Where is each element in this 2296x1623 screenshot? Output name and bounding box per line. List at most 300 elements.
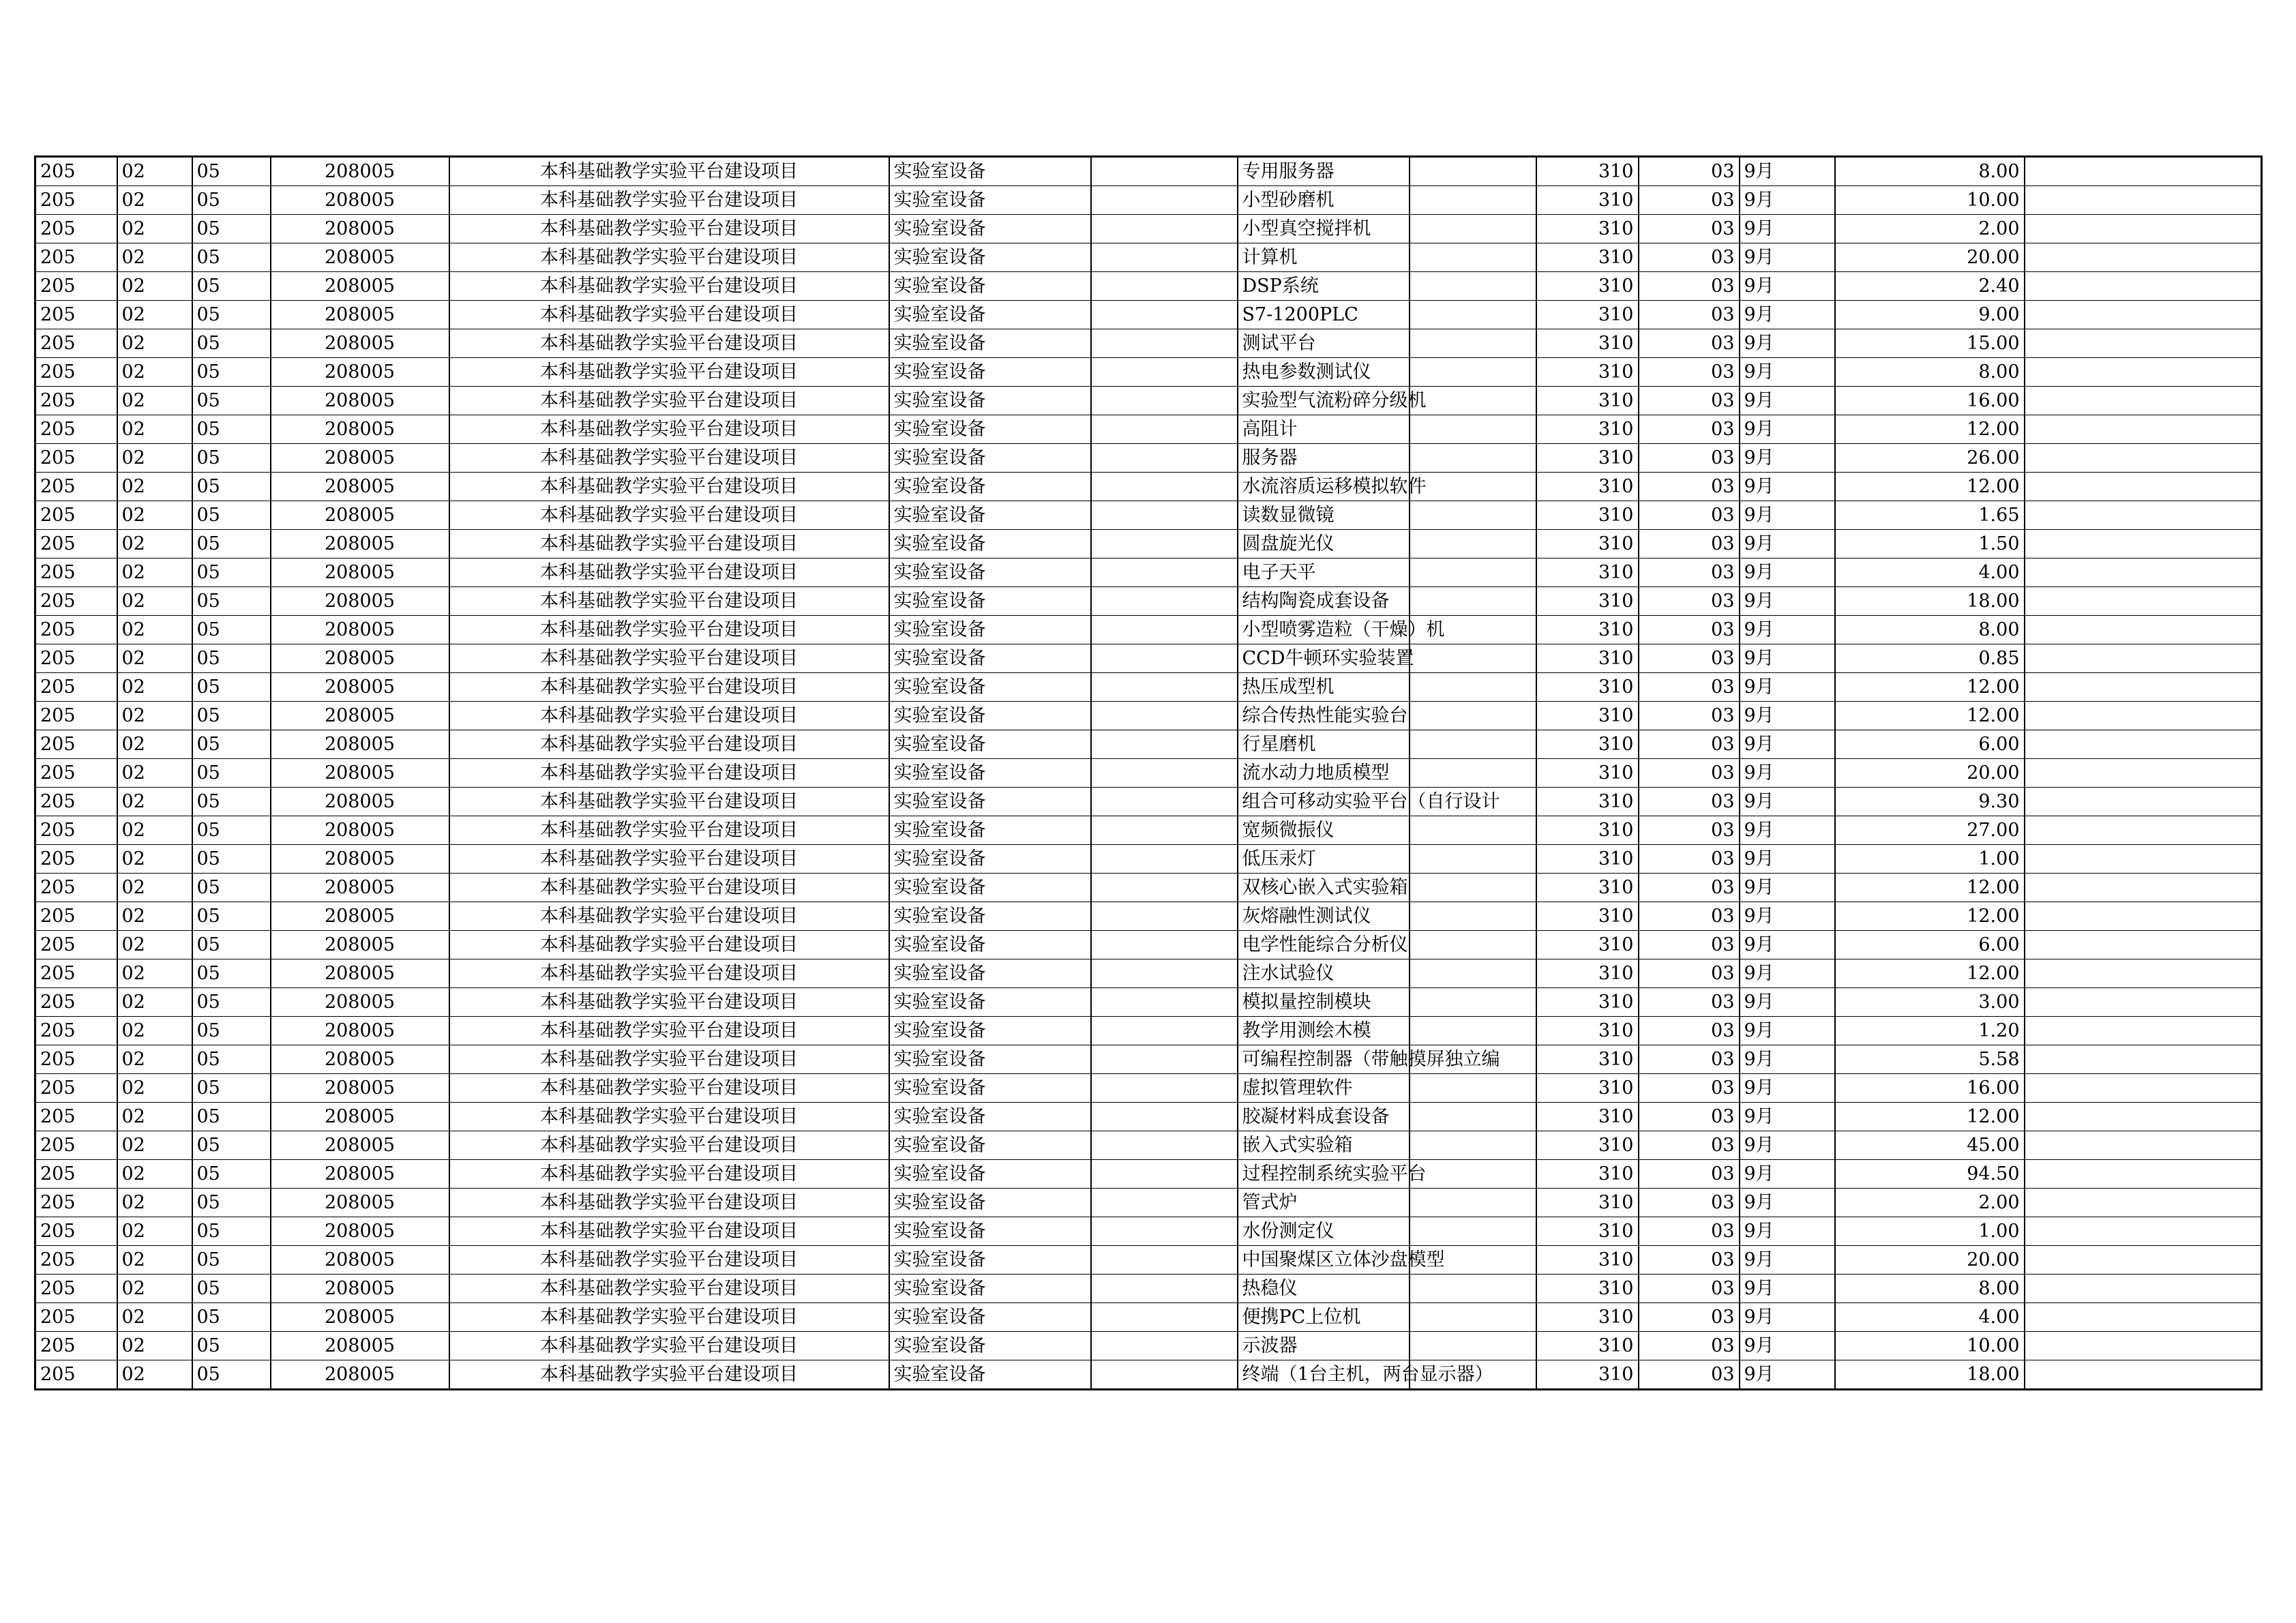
cell-unit-code: 208005 xyxy=(271,902,449,931)
table-row xyxy=(35,387,2262,415)
cell-unit-code: 208005 xyxy=(271,988,449,1017)
cell-blank xyxy=(1091,329,1238,358)
cell-note xyxy=(2025,587,2262,616)
cell-econ-code: 310 xyxy=(1536,616,1639,644)
cell-item-name xyxy=(1238,1103,1536,1131)
table-row xyxy=(35,559,2262,587)
cell-function-item: 05 xyxy=(192,644,271,673)
cell-unit-code: 208005 xyxy=(271,931,449,959)
cell-function-class: 205 xyxy=(35,1103,117,1131)
cell-econ-sub: 03 xyxy=(1639,243,1740,272)
cell-divider xyxy=(1409,673,1410,701)
cell-function-item: 05 xyxy=(192,444,271,473)
cell-function-section: 02 xyxy=(117,186,192,215)
item-name-text: 流水动力地质模型 xyxy=(1242,762,1390,784)
cell-note xyxy=(2025,358,2262,387)
cell-function-section: 02 xyxy=(117,759,192,788)
cell-function-class: 205 xyxy=(35,530,117,559)
cell-econ-code: 310 xyxy=(1536,874,1639,902)
cell-unit-code: 208005 xyxy=(271,1332,449,1360)
cell-econ-sub: 03 xyxy=(1639,874,1740,902)
cell-blank xyxy=(1091,673,1238,702)
cell-function-section: 02 xyxy=(117,530,192,559)
cell-econ-sub: 03 xyxy=(1639,644,1740,673)
cell-project-name: 本科基础教学实验平台建设项目 xyxy=(449,788,889,816)
cell-project-name: 本科基础教学实验平台建设项目 xyxy=(449,1360,889,1390)
cell-econ-sub: 03 xyxy=(1639,702,1740,730)
cell-item-name xyxy=(1238,559,1536,587)
cell-blank xyxy=(1091,473,1238,501)
cell-note xyxy=(2025,1160,2262,1189)
cell-amount: 2.40 xyxy=(1835,272,2025,301)
cell-amount: 12.00 xyxy=(1835,415,2025,444)
cell-category: 实验室设备 xyxy=(889,358,1091,387)
cell-note xyxy=(2025,644,2262,673)
cell-note xyxy=(2025,501,2262,530)
cell-item-name xyxy=(1238,387,1536,415)
cell-econ-code: 310 xyxy=(1536,988,1639,1017)
cell-note xyxy=(2025,473,2262,501)
item-name-text: 电子天平 xyxy=(1242,562,1316,583)
item-name-text: 水份测定仪 xyxy=(1242,1221,1335,1242)
cell-note xyxy=(2025,1217,2262,1246)
cell-blank xyxy=(1091,444,1238,473)
cell-project-name: 本科基础教学实验平台建设项目 xyxy=(449,874,889,902)
cell-project-name: 本科基础教学实验平台建设项目 xyxy=(449,1160,889,1189)
cell-note xyxy=(2025,988,2262,1017)
cell-amount: 16.00 xyxy=(1835,1074,2025,1103)
cell-month: 9月 xyxy=(1740,730,1835,759)
cell-econ-sub: 03 xyxy=(1639,215,1740,243)
cell-econ-sub: 03 xyxy=(1639,444,1740,473)
cell-econ-sub: 03 xyxy=(1639,1103,1740,1131)
cell-month: 9月 xyxy=(1740,1017,1835,1045)
cell-project-name: 本科基础教学实验平台建设项目 xyxy=(449,988,889,1017)
cell-unit-code: 208005 xyxy=(271,358,449,387)
cell-unit-code: 208005 xyxy=(271,730,449,759)
cell-blank xyxy=(1091,644,1238,673)
cell-function-class: 205 xyxy=(35,788,117,816)
cell-category: 实验室设备 xyxy=(889,816,1091,845)
cell-function-section: 02 xyxy=(117,702,192,730)
cell-note xyxy=(2025,186,2262,215)
cell-function-section: 02 xyxy=(117,730,192,759)
cell-amount: 15.00 xyxy=(1835,329,2025,358)
cell-function-class: 205 xyxy=(35,1246,117,1275)
cell-item-name xyxy=(1238,301,1536,329)
cell-project-name: 本科基础教学实验平台建设项目 xyxy=(449,959,889,988)
cell-unit-code: 208005 xyxy=(271,1189,449,1217)
cell-category: 实验室设备 xyxy=(889,616,1091,644)
cell-divider xyxy=(1409,186,1410,214)
cell-category: 实验室设备 xyxy=(889,1189,1091,1217)
cell-item-name xyxy=(1238,702,1536,730)
item-name-text: 宽频微振仪 xyxy=(1242,820,1335,841)
item-name-text: 读数显微镜 xyxy=(1242,505,1335,526)
item-name-text: 过程控制系统实验平台 xyxy=(1242,1163,1427,1185)
cell-econ-sub: 03 xyxy=(1639,530,1740,559)
cell-month: 9月 xyxy=(1740,444,1835,473)
cell-blank xyxy=(1091,874,1238,902)
cell-note xyxy=(2025,874,2262,902)
cell-function-section: 02 xyxy=(117,816,192,845)
table-row xyxy=(35,1189,2262,1217)
cell-function-section: 02 xyxy=(117,616,192,644)
cell-econ-code: 310 xyxy=(1536,157,1639,186)
cell-note xyxy=(2025,931,2262,959)
cell-category: 实验室设备 xyxy=(889,1074,1091,1103)
cell-econ-sub: 03 xyxy=(1639,988,1740,1017)
cell-econ-code: 310 xyxy=(1536,644,1639,673)
cell-econ-sub: 03 xyxy=(1639,415,1740,444)
cell-blank xyxy=(1091,387,1238,415)
cell-econ-code: 310 xyxy=(1536,559,1639,587)
cell-divider xyxy=(1409,1332,1410,1360)
item-name-text: 结构陶瓷成套设备 xyxy=(1242,591,1390,612)
cell-econ-sub: 03 xyxy=(1639,1131,1740,1160)
cell-function-item: 05 xyxy=(192,788,271,816)
cell-function-class: 205 xyxy=(35,759,117,788)
cell-item-name xyxy=(1238,530,1536,559)
cell-divider xyxy=(1409,1017,1410,1045)
cell-blank xyxy=(1091,243,1238,272)
cell-item-name xyxy=(1238,730,1536,759)
cell-note xyxy=(2025,1246,2262,1275)
cell-unit-code: 208005 xyxy=(271,788,449,816)
cell-function-class: 205 xyxy=(35,501,117,530)
cell-project-name: 本科基础教学实验平台建设项目 xyxy=(449,1246,889,1275)
cell-function-item: 05 xyxy=(192,616,271,644)
cell-category: 实验室设备 xyxy=(889,530,1091,559)
cell-function-item: 05 xyxy=(192,387,271,415)
cell-function-item: 05 xyxy=(192,1045,271,1074)
cell-blank xyxy=(1091,902,1238,931)
cell-note xyxy=(2025,616,2262,644)
cell-month: 9月 xyxy=(1740,415,1835,444)
cell-item-name xyxy=(1238,1217,1536,1246)
cell-unit-code: 208005 xyxy=(271,1131,449,1160)
cell-econ-sub: 03 xyxy=(1639,186,1740,215)
cell-econ-sub: 03 xyxy=(1639,902,1740,931)
cell-function-item: 05 xyxy=(192,1017,271,1045)
cell-unit-code: 208005 xyxy=(271,845,449,874)
cell-econ-code: 310 xyxy=(1536,788,1639,816)
cell-item-name xyxy=(1238,329,1536,358)
cell-econ-code: 310 xyxy=(1536,501,1639,530)
cell-econ-code: 310 xyxy=(1536,387,1639,415)
cell-category: 实验室设备 xyxy=(889,186,1091,215)
cell-unit-code: 208005 xyxy=(271,1217,449,1246)
cell-function-class: 205 xyxy=(35,988,117,1017)
cell-function-section: 02 xyxy=(117,988,192,1017)
cell-divider xyxy=(1409,959,1410,987)
cell-amount: 5.58 xyxy=(1835,1045,2025,1074)
item-name-text: 示波器 xyxy=(1242,1335,1298,1356)
cell-function-class: 205 xyxy=(35,157,117,186)
table-row xyxy=(35,1074,2262,1103)
item-name-text: S7-1200PLC xyxy=(1242,304,1358,325)
cell-divider xyxy=(1409,1103,1410,1131)
cell-project-name: 本科基础教学实验平台建设项目 xyxy=(449,616,889,644)
cell-function-item: 05 xyxy=(192,1131,271,1160)
cell-month: 9月 xyxy=(1740,1303,1835,1332)
cell-amount: 12.00 xyxy=(1835,473,2025,501)
cell-item-name xyxy=(1238,759,1536,788)
cell-category: 实验室设备 xyxy=(889,730,1091,759)
cell-econ-sub: 03 xyxy=(1639,1017,1740,1045)
cell-blank xyxy=(1091,530,1238,559)
budget-table-body xyxy=(35,157,2262,1390)
cell-divider xyxy=(1409,730,1410,758)
cell-function-class: 205 xyxy=(35,816,117,845)
cell-unit-code: 208005 xyxy=(271,1074,449,1103)
cell-month: 9月 xyxy=(1740,931,1835,959)
table-row xyxy=(35,272,2262,301)
cell-function-item: 05 xyxy=(192,1360,271,1390)
cell-unit-code: 208005 xyxy=(271,1160,449,1189)
cell-function-class: 205 xyxy=(35,358,117,387)
cell-amount: 10.00 xyxy=(1835,1332,2025,1360)
cell-econ-code: 310 xyxy=(1536,587,1639,616)
cell-category: 实验室设备 xyxy=(889,959,1091,988)
cell-divider xyxy=(1409,702,1410,730)
cell-month: 9月 xyxy=(1740,215,1835,243)
table-row xyxy=(35,215,2262,243)
cell-category: 实验室设备 xyxy=(889,1160,1091,1189)
cell-item-name xyxy=(1238,1045,1536,1074)
cell-econ-code: 310 xyxy=(1536,730,1639,759)
cell-divider xyxy=(1409,759,1410,787)
cell-function-class: 205 xyxy=(35,874,117,902)
cell-category: 实验室设备 xyxy=(889,988,1091,1017)
cell-econ-sub: 03 xyxy=(1639,616,1740,644)
item-name-text: 便携PC上位机 xyxy=(1242,1307,1361,1328)
cell-econ-code: 310 xyxy=(1536,186,1639,215)
cell-note xyxy=(2025,1074,2262,1103)
cell-category: 实验室设备 xyxy=(889,1360,1091,1390)
cell-amount: 16.00 xyxy=(1835,387,2025,415)
cell-blank xyxy=(1091,301,1238,329)
cell-item-name xyxy=(1238,157,1536,186)
cell-function-class: 205 xyxy=(35,272,117,301)
cell-blank xyxy=(1091,988,1238,1017)
cell-function-section: 02 xyxy=(117,1103,192,1131)
cell-amount: 4.00 xyxy=(1835,559,2025,587)
cell-function-item: 05 xyxy=(192,702,271,730)
cell-project-name: 本科基础教学实验平台建设项目 xyxy=(449,1017,889,1045)
cell-econ-sub: 03 xyxy=(1639,730,1740,759)
cell-econ-code: 310 xyxy=(1536,702,1639,730)
table-row xyxy=(35,501,2262,530)
cell-note xyxy=(2025,243,2262,272)
cell-blank xyxy=(1091,1103,1238,1131)
cell-unit-code: 208005 xyxy=(271,186,449,215)
cell-function-item: 05 xyxy=(192,1217,271,1246)
cell-item-name xyxy=(1238,1074,1536,1103)
cell-divider xyxy=(1409,301,1410,329)
cell-divider xyxy=(1409,816,1410,844)
item-name-text: 中国聚煤区立体沙盘模型 xyxy=(1242,1249,1445,1270)
cell-unit-code: 208005 xyxy=(271,329,449,358)
cell-econ-code: 310 xyxy=(1536,1017,1639,1045)
cell-note xyxy=(2025,1017,2262,1045)
cell-blank xyxy=(1091,415,1238,444)
cell-category: 实验室设备 xyxy=(889,1332,1091,1360)
cell-econ-sub: 03 xyxy=(1639,301,1740,329)
item-name-text: 终端（1台主机，两台显示器） xyxy=(1242,1364,1493,1385)
item-name-text: 低压汞灯 xyxy=(1242,848,1316,869)
cell-unit-code: 208005 xyxy=(271,1360,449,1390)
cell-month: 9月 xyxy=(1740,616,1835,644)
cell-note xyxy=(2025,1131,2262,1160)
cell-amount: 8.00 xyxy=(1835,1275,2025,1303)
cell-note xyxy=(2025,702,2262,730)
cell-function-class: 205 xyxy=(35,215,117,243)
cell-month: 9月 xyxy=(1740,1074,1835,1103)
cell-category: 实验室设备 xyxy=(889,501,1091,530)
cell-month: 9月 xyxy=(1740,473,1835,501)
cell-econ-sub: 03 xyxy=(1639,816,1740,845)
cell-project-name: 本科基础教学实验平台建设项目 xyxy=(449,587,889,616)
cell-month: 9月 xyxy=(1740,186,1835,215)
cell-function-section: 02 xyxy=(117,215,192,243)
table-row xyxy=(35,358,2262,387)
cell-item-name xyxy=(1238,444,1536,473)
item-name-text: 灰熔融性测试仪 xyxy=(1242,906,1371,927)
cell-item-name xyxy=(1238,1189,1536,1217)
cell-function-item: 05 xyxy=(192,816,271,845)
cell-month: 9月 xyxy=(1740,329,1835,358)
cell-divider xyxy=(1409,215,1410,243)
cell-item-name xyxy=(1238,587,1536,616)
cell-function-class: 205 xyxy=(35,243,117,272)
cell-amount: 8.00 xyxy=(1835,358,2025,387)
cell-month: 9月 xyxy=(1740,358,1835,387)
cell-function-section: 02 xyxy=(117,1275,192,1303)
table-row xyxy=(35,473,2262,501)
cell-function-class: 205 xyxy=(35,1189,117,1217)
cell-amount: 8.00 xyxy=(1835,157,2025,186)
cell-blank xyxy=(1091,1131,1238,1160)
cell-function-section: 02 xyxy=(117,673,192,702)
cell-category: 实验室设备 xyxy=(889,902,1091,931)
cell-month: 9月 xyxy=(1740,1160,1835,1189)
cell-amount: 45.00 xyxy=(1835,1131,2025,1160)
cell-category: 实验室设备 xyxy=(889,1275,1091,1303)
cell-econ-code: 310 xyxy=(1536,272,1639,301)
cell-item-name xyxy=(1238,186,1536,215)
cell-month: 9月 xyxy=(1740,501,1835,530)
cell-function-section: 02 xyxy=(117,959,192,988)
cell-function-item: 05 xyxy=(192,902,271,931)
table-row xyxy=(35,444,2262,473)
cell-project-name: 本科基础教学实验平台建设项目 xyxy=(449,186,889,215)
item-name-text: 小型喷雾造粒（干燥）机 xyxy=(1242,619,1445,640)
cell-econ-code: 310 xyxy=(1536,358,1639,387)
cell-note xyxy=(2025,157,2262,186)
cell-item-name xyxy=(1238,415,1536,444)
cell-function-item: 05 xyxy=(192,759,271,788)
cell-econ-code: 310 xyxy=(1536,959,1639,988)
cell-function-section: 02 xyxy=(117,1303,192,1332)
cell-econ-code: 310 xyxy=(1536,473,1639,501)
cell-econ-sub: 03 xyxy=(1639,1246,1740,1275)
cell-item-name xyxy=(1238,473,1536,501)
cell-econ-sub: 03 xyxy=(1639,1045,1740,1074)
cell-function-class: 205 xyxy=(35,329,117,358)
item-name-text: 组合可移动实验平台（自行设计 xyxy=(1242,791,1500,812)
cell-blank xyxy=(1091,186,1238,215)
cell-note xyxy=(2025,1332,2262,1360)
cell-amount: 9.00 xyxy=(1835,301,2025,329)
table-row xyxy=(35,616,2262,644)
cell-unit-code: 208005 xyxy=(271,530,449,559)
cell-category: 实验室设备 xyxy=(889,329,1091,358)
cell-divider xyxy=(1409,272,1410,300)
cell-month: 9月 xyxy=(1740,1103,1835,1131)
cell-function-section: 02 xyxy=(117,1189,192,1217)
cell-divider xyxy=(1409,874,1410,902)
cell-unit-code: 208005 xyxy=(271,215,449,243)
cell-category: 实验室设备 xyxy=(889,1303,1091,1332)
cell-category: 实验室设备 xyxy=(889,1017,1091,1045)
cell-note xyxy=(2025,1275,2262,1303)
cell-month: 9月 xyxy=(1740,644,1835,673)
cell-project-name: 本科基础教学实验平台建设项目 xyxy=(449,673,889,702)
cell-function-section: 02 xyxy=(117,157,192,186)
cell-amount: 20.00 xyxy=(1835,243,2025,272)
cell-month: 9月 xyxy=(1740,243,1835,272)
cell-econ-code: 310 xyxy=(1536,931,1639,959)
cell-function-class: 205 xyxy=(35,931,117,959)
cell-unit-code: 208005 xyxy=(271,415,449,444)
cell-unit-code: 208005 xyxy=(271,673,449,702)
cell-blank xyxy=(1091,816,1238,845)
cell-project-name: 本科基础教学实验平台建设项目 xyxy=(449,759,889,788)
cell-function-item: 05 xyxy=(192,215,271,243)
cell-project-name: 本科基础教学实验平台建设项目 xyxy=(449,329,889,358)
cell-month: 9月 xyxy=(1740,702,1835,730)
cell-function-item: 05 xyxy=(192,959,271,988)
cell-month: 9月 xyxy=(1740,157,1835,186)
cell-function-class: 205 xyxy=(35,644,117,673)
item-name-text: 专用服务器 xyxy=(1242,161,1335,182)
cell-function-class: 205 xyxy=(35,587,117,616)
cell-econ-code: 310 xyxy=(1536,1131,1639,1160)
cell-econ-code: 310 xyxy=(1536,1160,1639,1189)
cell-blank xyxy=(1091,759,1238,788)
cell-function-item: 05 xyxy=(192,415,271,444)
cell-category: 实验室设备 xyxy=(889,1131,1091,1160)
cell-month: 9月 xyxy=(1740,1360,1835,1390)
item-name-text: 水流溶质运移模拟软件 xyxy=(1242,476,1427,497)
cell-project-name: 本科基础教学实验平台建设项目 xyxy=(449,1332,889,1360)
cell-note xyxy=(2025,444,2262,473)
cell-econ-code: 310 xyxy=(1536,530,1639,559)
cell-econ-sub: 03 xyxy=(1639,788,1740,816)
cell-month: 9月 xyxy=(1740,1189,1835,1217)
cell-econ-sub: 03 xyxy=(1639,845,1740,874)
cell-blank xyxy=(1091,559,1238,587)
cell-month: 9月 xyxy=(1740,1217,1835,1246)
table-row xyxy=(35,845,2262,874)
cell-category: 实验室设备 xyxy=(889,559,1091,587)
cell-month: 9月 xyxy=(1740,788,1835,816)
cell-econ-sub: 03 xyxy=(1639,673,1740,702)
cell-function-section: 02 xyxy=(117,587,192,616)
cell-function-class: 205 xyxy=(35,473,117,501)
table-row xyxy=(35,243,2262,272)
